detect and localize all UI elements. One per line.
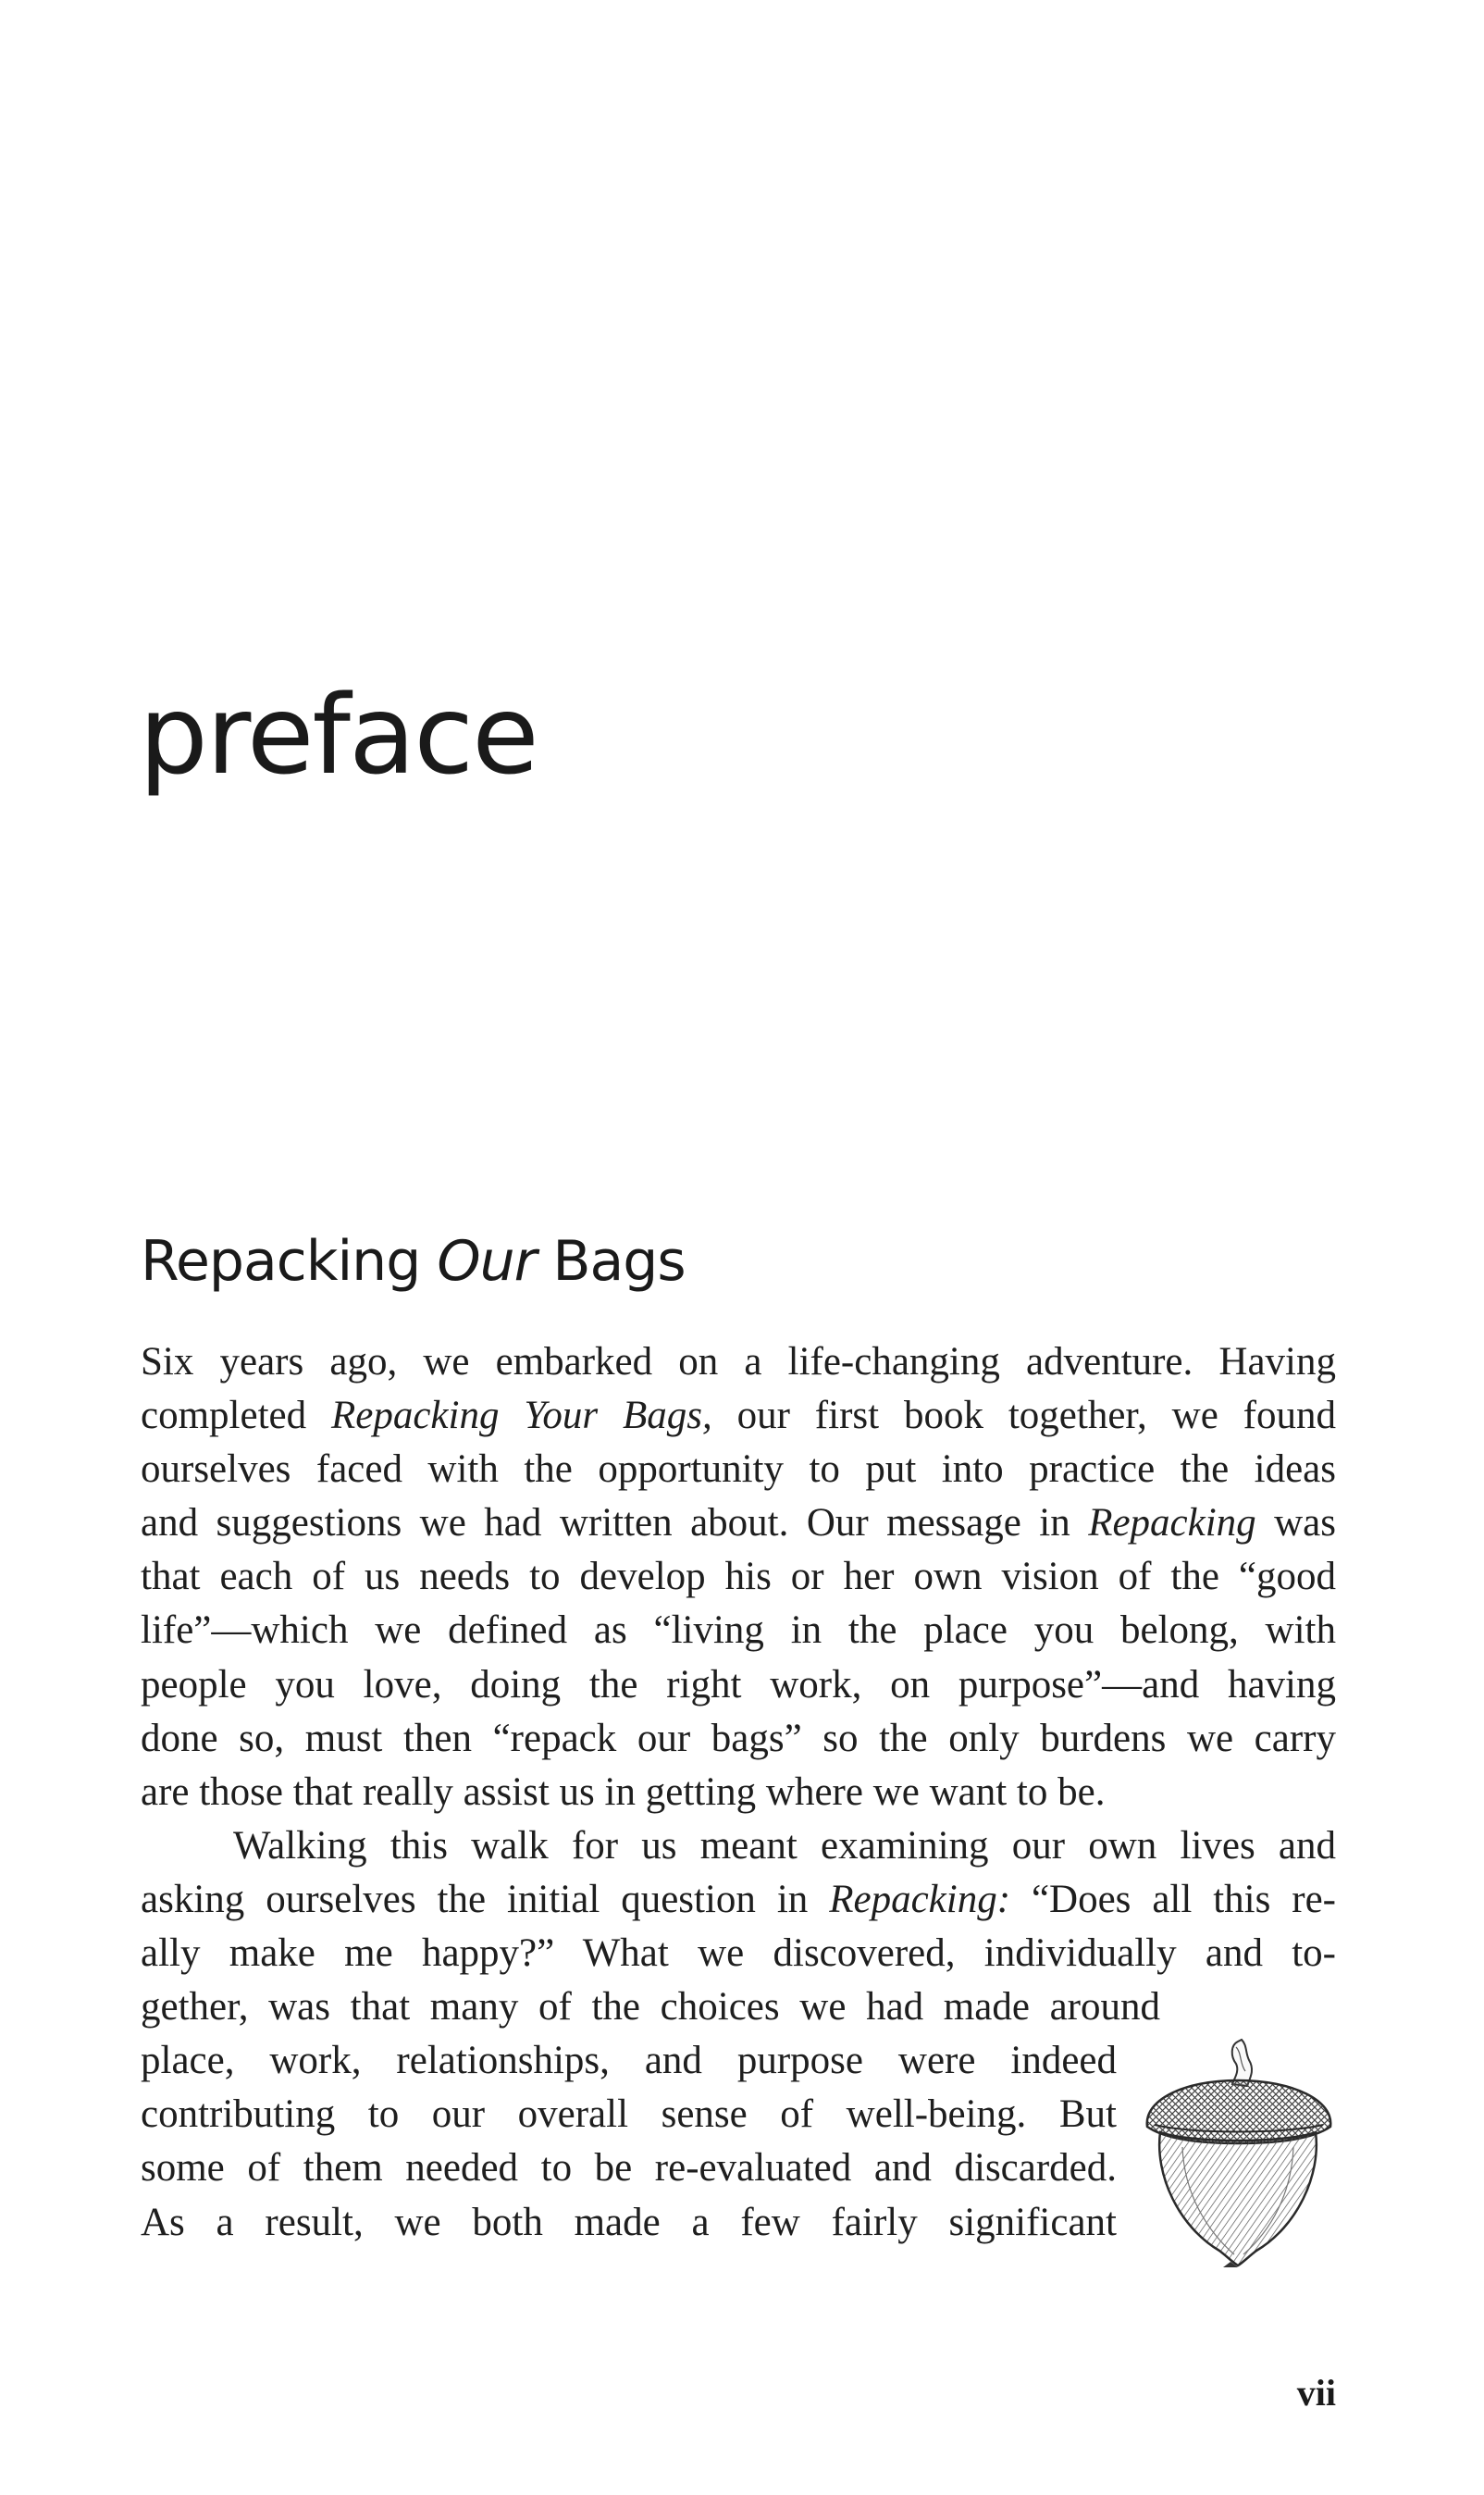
text-line <box>141 1389 1336 1443</box>
text-line <box>141 1496 1336 1550</box>
italic-title: Repacking <box>1088 1501 1256 1545</box>
text-run: are those that really assist us in getting where we want to be. <box>141 1769 1106 1814</box>
text-line <box>141 1766 1336 1819</box>
text-run: As a result, we both made a few fairly significant <box>141 2200 1117 2244</box>
text-run: our first book together, we found <box>711 1394 1336 1438</box>
text-run: life”—which we defined as “living in the place you belong, with <box>141 1608 1336 1653</box>
text-run: place, work, relationships, and purpose were indeed <box>141 2039 1117 2083</box>
section-heading-part: Bags <box>536 1229 686 1294</box>
text-line <box>141 2141 1117 2195</box>
text-run: “Does all this re- <box>1010 1877 1336 1921</box>
text-line <box>141 1335 1336 1389</box>
text-line <box>141 1980 1160 2034</box>
text-line <box>141 1604 1336 1657</box>
text-line <box>141 1712 1336 1766</box>
text-line <box>141 2034 1117 2088</box>
text-run: contributing to our overall sense of well-being. But <box>141 2092 1117 2137</box>
text-run: ourselves faced with the opportunity to put into practice the ideas <box>141 1447 1336 1492</box>
text-run: asking ourselves the initial question in <box>141 1877 830 1921</box>
text-line <box>141 1550 1336 1604</box>
italic-title: Repacking: <box>829 1877 1011 1921</box>
acorn-illustration <box>1127 2036 1349 2267</box>
text-run: some of them needed to be re-evaluated and discarded. <box>141 2146 1117 2191</box>
text-line <box>141 2088 1117 2141</box>
text-run: gether, was that many of the choices we had made around <box>141 1985 1160 2030</box>
chapter-title: preface <box>139 671 538 799</box>
text-run: Six years ago, we embarked on a life-changing adventure. Having <box>141 1340 1336 1384</box>
text-run: ally make me happy?” What we discovered, individually and to- <box>141 1931 1336 1976</box>
text-line <box>141 1873 1336 1927</box>
text-line <box>141 1658 1336 1712</box>
section-heading <box>141 1231 686 1292</box>
text-run: done so, must then “repack our bags” so the only burdens we carry <box>141 1716 1336 1760</box>
text-line <box>141 1819 1336 1873</box>
paragraph-1 <box>141 1335 1336 1819</box>
page-number: vii <box>1296 2372 1336 2414</box>
text-run: that each of us needs to develop his or her own vision of the “good <box>141 1555 1336 1599</box>
text-line <box>141 2196 1117 2250</box>
text-run: completed <box>141 1394 331 1438</box>
text-line <box>141 1443 1336 1496</box>
section-heading-emphasis: Our <box>437 1229 537 1294</box>
text-line <box>141 1927 1336 1980</box>
italic-title: Repacking Your Bags, <box>331 1394 712 1438</box>
text-run: and suggestions we had written about. Our message in <box>141 1501 1089 1545</box>
text-run: was <box>1255 1501 1337 1545</box>
text-run: Walking this walk for us meant examining our own lives and <box>233 1823 1336 1868</box>
text-run: people you love, doing the right work, on purpose”—and having <box>141 1662 1336 1707</box>
section-heading-part: Repacking <box>141 1229 438 1294</box>
